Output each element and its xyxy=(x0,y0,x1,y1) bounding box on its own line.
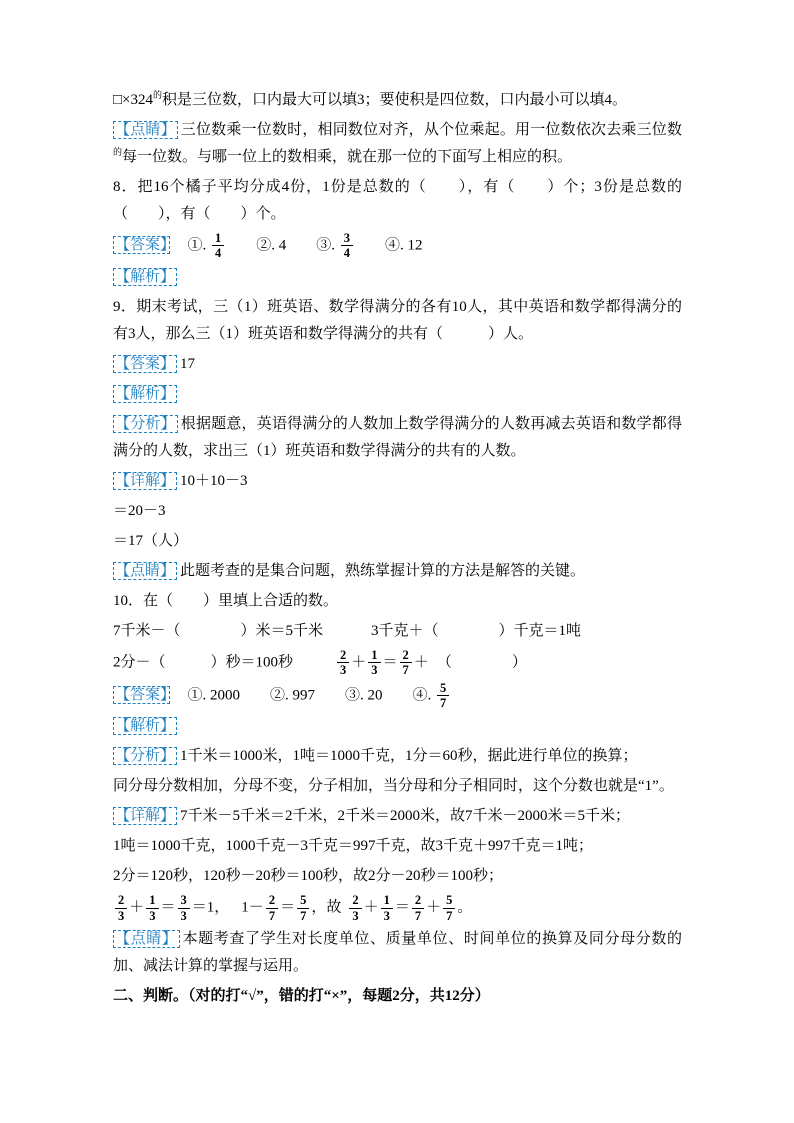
fraction-denominator: 3 xyxy=(180,908,187,923)
q10-analysis-line-1 xyxy=(113,743,682,770)
fraction xyxy=(368,648,380,678)
text-run: □×324 xyxy=(113,92,154,108)
text-run: ，故 xyxy=(311,899,342,916)
question-8 xyxy=(113,174,682,228)
text-run: 二、判断。（对的打“√”，错的打“×”，每题2分，共12分） xyxy=(113,988,490,1004)
text-run: 17 xyxy=(180,355,196,372)
text-run: ①. 2000 ②. 997 ③. 20 ④. xyxy=(172,686,436,703)
q9-analysis-label xyxy=(113,381,682,408)
marker-label: 【点睛】 xyxy=(115,562,176,579)
marker-label: 【详解】 xyxy=(115,808,176,825)
fraction xyxy=(337,648,349,678)
text-run: 。 xyxy=(457,899,473,916)
text-run: （ ） xyxy=(436,654,527,671)
q10-tip-note xyxy=(113,926,682,980)
fraction-numerator: 3 xyxy=(341,231,353,246)
marker-label: 【答案】 xyxy=(115,355,176,372)
fraction-numerator: 2 xyxy=(412,893,424,908)
q10-line-1 xyxy=(113,618,682,645)
fraction xyxy=(115,893,127,923)
fraction-numerator: 2 xyxy=(349,893,361,908)
fraction xyxy=(297,893,309,923)
fraction-denominator: 3 xyxy=(149,908,156,923)
text-run: ④. 12 xyxy=(355,237,423,254)
text-run: ＝1， xyxy=(191,899,230,916)
fraction-numerator: 3 xyxy=(178,893,190,908)
text-run: ＋ xyxy=(129,899,145,916)
text-run: ①. xyxy=(172,237,211,254)
marker-label: 【答案】 xyxy=(115,686,168,703)
fraction-denominator: 3 xyxy=(371,663,378,678)
marker-label: 【解析】 xyxy=(115,268,176,285)
q10-solution-line-3 xyxy=(113,863,682,890)
fraction-numerator: 2 xyxy=(337,648,349,663)
fraction xyxy=(400,648,412,678)
fraction-denominator: 7 xyxy=(402,663,409,678)
question-10 xyxy=(113,588,682,615)
fraction-denominator: 7 xyxy=(440,695,447,710)
text-run: ②. 4 ③. xyxy=(226,237,339,254)
text-run: ＝ xyxy=(394,899,410,916)
text-run: ＝ xyxy=(160,899,176,916)
q10-analysis-label xyxy=(113,713,682,740)
q9-analysis xyxy=(113,411,682,465)
fraction-denominator: 3 xyxy=(352,908,359,923)
fraction xyxy=(212,231,224,261)
fraction-numerator: 1 xyxy=(381,893,393,908)
text-run: 积是三位数，口内最大可以填3；要使积是四位数，口内最小可以填4。 xyxy=(162,92,628,108)
fraction-denominator: 3 xyxy=(383,908,390,923)
marker-label: 【解析】 xyxy=(115,385,176,402)
fraction-numerator: 1 xyxy=(368,648,380,663)
q9-solution-line-3 xyxy=(113,528,682,555)
q10-line-2 xyxy=(113,648,682,678)
fraction xyxy=(437,681,449,711)
fraction xyxy=(349,893,361,923)
q9-answer xyxy=(113,351,682,378)
text-run: 9．期末考试，三（1）班英语、数学得满分的各有10人，其中英语和数学都得满分的有3人，那么三（1）班英语和数学得满分的共有（ ）人。 xyxy=(113,298,682,342)
text-run: 2分－（ ）秒＝100秒 xyxy=(113,654,294,671)
text-run: 此题考查的是集合问题，熟练掌握计算的方法是解答的关键。 xyxy=(180,562,586,579)
fraction-denominator: 7 xyxy=(414,908,422,923)
marker-label: 【详解】 xyxy=(115,472,176,489)
q8-answer xyxy=(113,231,682,261)
fraction-numerator: 5 xyxy=(443,893,455,908)
fraction-numerator: 2 xyxy=(115,893,127,908)
marker-label: 【分析】 xyxy=(115,748,176,765)
fraction xyxy=(381,893,393,923)
fraction-denominator: 4 xyxy=(215,246,222,261)
fraction-numerator: 1 xyxy=(212,231,224,246)
section-2-heading xyxy=(113,983,682,1010)
fraction xyxy=(443,893,455,923)
text-run: ＝17（人） xyxy=(113,532,189,549)
text-run: ＝ xyxy=(280,899,296,916)
q7-tip-note xyxy=(113,117,682,171)
fraction-denominator: 7 xyxy=(268,908,276,923)
fraction-denominator: 3 xyxy=(118,908,125,923)
q7-fill-answer-text xyxy=(113,87,682,114)
text-run: 每一位数。与哪一位上的数相乘，就在那一位的下面写上相应的积。 xyxy=(122,149,573,165)
q10-solution-line-1 xyxy=(113,803,682,830)
fraction-denominator: 4 xyxy=(343,246,351,261)
q9-solution-line-1 xyxy=(113,468,682,495)
q10-analysis-line-2 xyxy=(113,773,682,800)
fraction xyxy=(341,231,353,261)
q8-analysis-label xyxy=(113,264,682,291)
fraction xyxy=(178,893,190,923)
text-run: ＋ xyxy=(413,654,429,671)
text-run: 7千米－（ ）米＝5千米 xyxy=(113,622,324,639)
text-run: 同分母分数相加，分母不变，分子相加，当分母和分子相同时，这个分数也就是“1”。 xyxy=(113,778,674,795)
text-run: 8．把16个橘子平均分成4份，1份是总数的（ ），有（ ）个；3份是总数的（ ），有（ ）个。 xyxy=(113,179,682,222)
question-9 xyxy=(113,294,682,348)
text-run: ＋ xyxy=(363,899,379,916)
q10-answer xyxy=(113,681,682,711)
q9-solution-line-2 xyxy=(113,498,682,525)
marker-label: 【点睛】 xyxy=(115,931,178,947)
q9-tip-note xyxy=(113,558,682,585)
fraction xyxy=(146,893,158,923)
fraction xyxy=(412,893,424,923)
text-run: 3千克＋（ ）千克＝1吨 xyxy=(371,622,582,639)
text-run: 三位数乘一位数时，相同数位对齐，从个位乘起。用一位数依次去乘三位数 xyxy=(180,122,682,138)
fraction-numerator: 1 xyxy=(146,893,158,908)
fraction-numerator: 2 xyxy=(266,893,278,908)
fraction-denominator: 3 xyxy=(340,663,347,678)
text-run: 2分＝120秒，120秒－20秒＝100秒，故2分－20秒＝100秒； xyxy=(113,868,504,885)
text-run: ＝ xyxy=(382,654,398,671)
fraction-denominator: 7 xyxy=(446,908,453,923)
marker-label: 【点睛】 xyxy=(115,122,176,138)
text-run: 10＋10－3 xyxy=(180,472,248,489)
text-run: 1－ xyxy=(241,899,264,916)
superscript-text: 的 xyxy=(113,147,123,157)
fraction xyxy=(266,893,278,923)
marker-label: 【分析】 xyxy=(115,415,176,432)
fraction-numerator: 5 xyxy=(297,893,309,908)
text-run: 10．在（ ）里填上合适的数。 xyxy=(113,592,339,609)
marker-label: 【答案】 xyxy=(115,237,168,254)
text-run: 根据题意，英语得满分的人数加上数学得满分的人数再减去英语和数学都得满分的人数，求出三（1）班英语和数学得满分的共有的人数。 xyxy=(113,415,682,459)
marker-label: 【解析】 xyxy=(115,718,176,735)
fraction-denominator: 7 xyxy=(300,908,307,923)
fraction-numerator: 2 xyxy=(400,648,412,663)
text-run: ＋ xyxy=(351,654,367,671)
fraction-numerator: 5 xyxy=(437,681,449,696)
text-run: 7千米－5千米＝2千米，2千米＝2000米，故7千米－2000米＝5千米； xyxy=(180,808,631,825)
q10-solution-line-4 xyxy=(113,893,682,923)
q10-solution-line-2 xyxy=(113,833,682,860)
text-run: ＋ xyxy=(426,899,442,916)
text-run: 本题考查了学生对长度单位、质量单位、时间单位的换算及同分母分数的加、减法计算的掌握与运用。 xyxy=(113,931,682,974)
superscript-text: 的 xyxy=(153,90,163,100)
text-run: ＝20－3 xyxy=(113,502,166,519)
text-run: 1千米＝1000米，1吨＝1000千克，1分＝60秒，据此进行单位的换算； xyxy=(180,748,638,765)
text-run: 1吨＝1000千克，1000千克－3千克＝997千克，故3千克＋997千克＝1吨； xyxy=(113,838,594,855)
